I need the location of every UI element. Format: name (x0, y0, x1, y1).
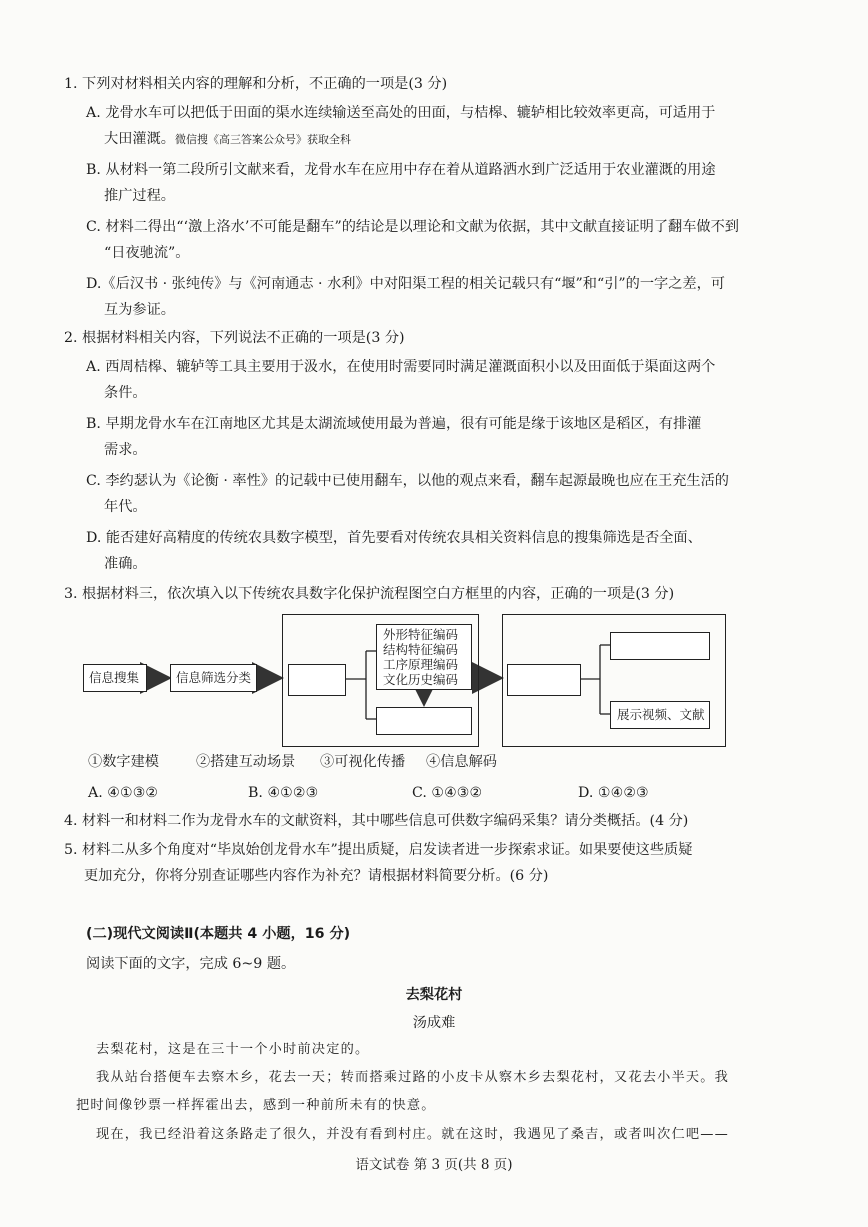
q3-item-3: ③可视化传播 (320, 754, 406, 770)
q2-option-c-line2: 年代。 (104, 499, 147, 515)
q3-item-2: ②搭建互动场景 (196, 754, 296, 770)
story-paragraph-1: 去梨花村，这是在三十一个小时前决定的。 (96, 1042, 370, 1057)
q1-option-d-line2: 互为参证。 (104, 302, 175, 318)
code-item: 文化历史编码 (383, 672, 459, 687)
q3-option-c: C. ①④③② (412, 785, 483, 801)
q1-option-c-line1: C. 材料二得出“‘激上洛水’不可能是翻车”的结论是以理论和文献为依据，其中文献直接证明了翻车做不到 (86, 219, 739, 235)
q5-line2: 更加充分，你将分别查证哪些内容作为补充？请根据材料简要分析。(6 分) (84, 868, 549, 884)
flow-blank-box-3 (507, 664, 581, 696)
story-paragraph-3: 现在，我已经沿着这条路走了很久，并没有看到村庄。就在这时，我遇见了桑吉，或者叫次仁吧—— (96, 1127, 730, 1142)
section-instruction: 阅读下面的文字，完成 6~9 题。 (86, 956, 296, 972)
story-paragraph-2-line1: 我从站台搭便车去察木乡，花去一天；转而搭乘过路的小皮卡从察木乡去梨花村，又花去小半天。我 (96, 1070, 730, 1085)
q4-text: 4. 材料一和材料二作为龙骨水车的文献资料，其中哪些信息可供数字编码采集？请分类概括。(4 分) (64, 813, 689, 829)
q3-option-b: B. ④①②③ (248, 785, 319, 801)
flow-blank-box-1 (288, 664, 346, 696)
q2-option-a-line2: 条件。 (104, 385, 147, 401)
code-item: 结构特征编码 (383, 642, 459, 657)
flow-display-box (610, 701, 710, 729)
q2-option-b-line1: B. 早期龙骨水车在江南地区尤其是太湖流域使用最为普遍，很有可能是缘于该地区是稻区，有排灌 (86, 416, 702, 432)
q3-option-a: A. ④①③② (88, 785, 159, 801)
flow-step-label: 信息搜集 (89, 670, 140, 685)
flow-code-list-box (376, 624, 472, 690)
code-item: 外形特征编码 (383, 627, 459, 642)
flow-blank-box-2 (376, 707, 472, 735)
q2-stem: 2. 根据材料相关内容，下列说法不正确的一项是(3 分) (64, 330, 405, 346)
flow-blank-box-4 (610, 632, 710, 660)
watermark-text: 微信搜《高三答案公众号》获取全科 (174, 133, 351, 146)
flow-step-label: 信息筛选分类 (176, 670, 252, 685)
q1-option-d-line1: D.《后汉书 · 张纯传》与《河南通志 · 水利》中对阳渠工程的相关记载只有“堰”和“引”的一字之差，可 (86, 276, 725, 292)
page-footer: 语文试卷 第 3 页(共 8 页) (355, 1157, 513, 1173)
q1-option-b-line2: 推广过程。 (104, 188, 175, 204)
q5-line1: 5. 材料二从多个角度对“毕岚始创龙骨水车”提出质疑，启发读者进一步探索求证。如果要使这些质疑 (64, 842, 693, 858)
q1-option-a-line2: 大田灌溉。微信搜《高三答案公众号》获取全科 (104, 131, 351, 147)
q1-option-a-line1: A. 龙骨水车可以把低于田面的渠水连续输送至高处的田面，与桔槔、辘轳相比较效率更高，可适用于 (86, 105, 716, 121)
q1-stem: 1. 下列对材料相关内容的理解和分析，不正确的一项是(3 分) (64, 76, 448, 92)
q2-option-c-line1: C. 李约瑟认为《论衡 · 率性》的记载中已使用翻车，以他的观点来看，翻车起源最晚也应在王充生活的 (86, 473, 729, 489)
flow-step-info-filtering (170, 664, 257, 692)
q2-option-d-line2: 准确。 (104, 556, 147, 572)
q1-option-c-line2: “日夜驰流”。 (104, 245, 190, 261)
story-author: 汤成难 (412, 1015, 456, 1031)
q3-item-4: ④信息解码 (426, 754, 497, 770)
story-title: 去梨花村 (405, 987, 463, 1003)
q2-option-b-line2: 需求。 (104, 442, 147, 458)
story-paragraph-2-line2: 把时间像钞票一样挥霍出去，感到一种前所未有的快意。 (76, 1098, 436, 1113)
q2-option-a-line1: A. 西周桔槔、辘轳等工具主要用于汲水，在使用时需要同时满足灌溉面积小以及田面低于渠面这两个 (86, 359, 716, 375)
flow-step-info-collection (83, 664, 147, 692)
code-item: 工序原理编码 (383, 657, 459, 672)
q3-option-d: D. ①④②③ (578, 785, 649, 801)
section-heading: (二)现代文阅读Ⅱ(本题共 4 小题，16 分) (86, 926, 351, 942)
q1-option-b-line1: B. 从材料一第二段所引文献来看，龙骨水车在应用中存在着从道路洒水到广泛适用于农业灌溉的用途 (86, 162, 716, 178)
display-label: 展示视频、文献 (617, 707, 705, 722)
q2-option-d-line1: D. 能否建好高精度的传统农具数字模型，首先要看对传统农具相关资料信息的搜集筛选是否全面、 (86, 530, 702, 546)
q3-stem: 3. 根据材料三，依次填入以下传统农具数字化保护流程图空白方框里的内容，正确的一项是(3 分) (64, 586, 675, 602)
q3-item-1: ①数字建模 (88, 754, 159, 770)
